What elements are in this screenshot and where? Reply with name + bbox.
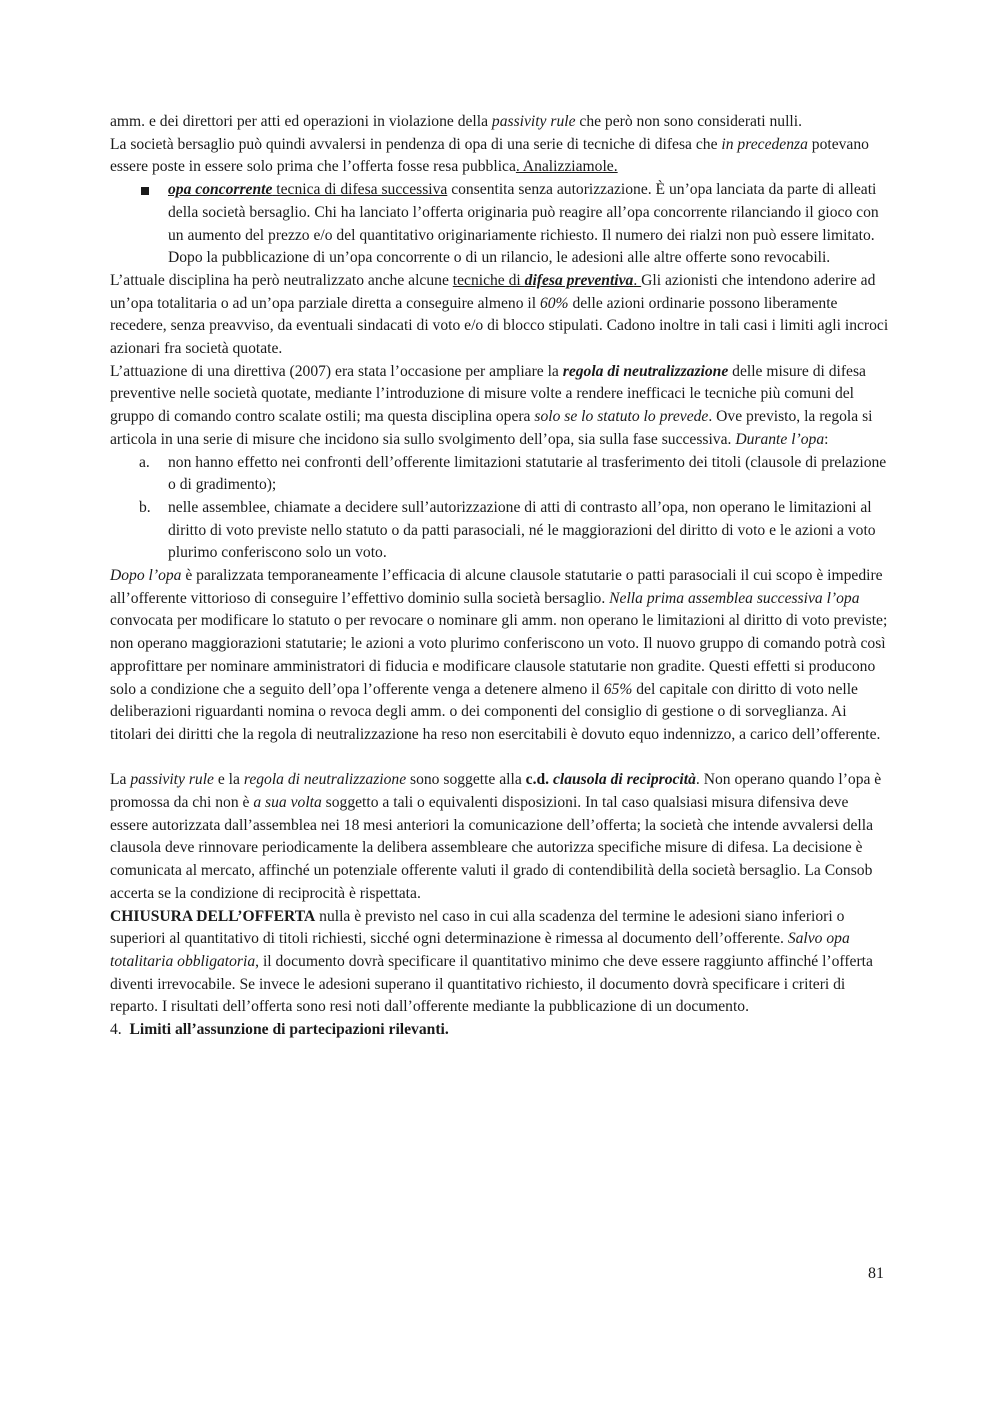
italic-run: Durante l’opa	[735, 430, 825, 448]
text-run: consentita senza autorizzazione. È un’opa lanciata da parte di alleati della società bersaglio. Chi ha lanciato l’offerta originaria può reagire all’opa concorrente rilanciando il gioco con un aumento del prezzo e/o del quantitativo originariamente richiesto. Il numero dei rialzi non può essere limitato. Dopo la pubblicazione di un’opa concorrente o di un rilancio, le adesioni alle altre offerte sono revocabili.	[168, 181, 879, 267]
page-number: 81	[868, 1265, 884, 1282]
underlined-run	[453, 272, 641, 289]
bold-italic-run: difesa preventiva	[524, 271, 634, 289]
paragraph-chiusura-offerta	[110, 906, 890, 1020]
text-run: Gli azionisti che intendono aderire ad un’opa totalitaria o ad un’opa parziale diretta a conseguire almeno il	[110, 271, 876, 312]
italic-run: Dopo l’opa	[110, 567, 182, 585]
list-item-text: non hanno effetto nei confronti dell’offerente limitazioni statutarie al trasferimento dei titoli (clausole di prelazione o di gradimento);	[168, 453, 887, 494]
text-run: del capitale con diritto di voto nelle deliberazioni riguardanti nomina o revoca degli amm. o dei componenti del consiglio di gestione o di sorveglianza. Ai titolari dei diritti che la regola di neutralizzazione ha reso non esercitabili è dovuto equo indennizzo, a carico dell’offerente.	[110, 680, 881, 743]
bold-run: CHIUSURA DELL’OFFERTA	[110, 907, 316, 925]
underlined-run: . Analizziamole.	[515, 158, 618, 176]
text-run: delle azioni ordinarie possono liberamente recedere, senza preavviso, da eventuali sindacati di voto e/o di blocco stipulati. Cadono inoltre in tali casi i limiti agli incroci azionari fra società quotate.	[110, 294, 889, 358]
underlined-run	[168, 181, 447, 198]
text-run: delle misure di difesa preventive nelle società quotate, mediante l’introduzione di misure volte a rendere inefficaci le tecniche più comuni del gruppo di comando contro scalate ostili; ma questa disciplina opera	[110, 362, 866, 426]
list-marker: b.	[139, 498, 151, 516]
text-run: tecnica di difesa successiva	[272, 181, 448, 199]
text-run: potevano essere poste in essere solo prima che l’offerta fosse resa pubblica	[110, 135, 869, 176]
text-run: che però non sono considerati nulli.	[575, 113, 802, 130]
italic-run: solo se lo statuto lo prevede	[534, 408, 709, 426]
paragraph-difese	[110, 134, 890, 179]
text-run: convocata per modificare lo statuto o per revocare o nominare gli amm. non operano le limitazioni al diritto di voto previste; non operano maggiorazioni statutarie; le azioni a voto plurimo conferiscono un voto. Il nuovo gruppo di comando potrà così approfittare per nominare amministratori di fiducia e modificare clausole statutarie non gradite. Questi effetti si producono solo a condizione che a seguito dell’opa l’offerente venga a detenere almeno il	[110, 612, 888, 698]
bullet-item-opa-concorrente	[110, 179, 890, 270]
text-run: L’attuale disciplina ha però neutralizzato anche alcune	[110, 271, 453, 289]
text-run: nulla è previsto nel caso in cui alla scadenza del termine le adesioni siano inferiori o superiori al quantitativo di titoli richiesti, sicché ogni determinazione è rimessa al documento dell’offerente.	[110, 907, 845, 948]
bold-run: c.d.	[525, 771, 553, 789]
text-run: .	[633, 271, 642, 289]
text-run: tecniche di	[452, 271, 525, 289]
bold-italic-run: regola di neutralizzazione	[562, 362, 729, 380]
section-heading	[110, 1019, 890, 1042]
italic-run: 60%	[539, 294, 569, 312]
section-number: 4.	[110, 1021, 122, 1039]
text-run: . Ove previsto, la regola si articola in una serie di misure che incidono sia sullo svolgimento dell’opa, sia sulla fase successiva.	[110, 408, 873, 448]
paragraph-neutralizzazione	[110, 361, 890, 452]
text-run: è paralizzata temporaneamente l’efficacia di alcune clausole statutarie o patti parasociali il cui scopo è impedire all’offerente vittorioso di conseguire l’effettivo dominio sulla società bersaglio.	[110, 567, 883, 607]
text-run: soggetto a tali o equivalenti disposizioni. In tal caso qualsiasi misura difensiva deve essere autorizzata dall’assemblea nei 18 mesi anteriori la comunicazione dell’offerta; la società che intende avvalersi della clausola deve rinnovare periodicamente la delibera assembleare che autorizza specifiche misure di difesa. La decisione è comunicata al mercato, affinché un potenziale offerente valuti il grado di contendibilità della società bersaglio. La Consob accerta se la condizione di reciprocità è rispettata.	[110, 794, 874, 902]
text-run: sono soggette alla	[406, 771, 526, 789]
italic-run: 65%	[603, 680, 633, 698]
section-title: Limiti all’assunzione di partecipazioni rilevanti.	[129, 1021, 449, 1039]
bullet-list	[110, 179, 890, 270]
italic-run: Salvo opa totalitaria obbligatoria	[110, 930, 850, 970]
list-marker: a.	[139, 453, 150, 471]
text-run: L’attuazione di una direttiva (2007) era stata l’occasione per ampliare la	[110, 362, 563, 380]
text-run: La	[110, 771, 131, 789]
italic-run: regola di neutralizzazione	[243, 771, 407, 789]
blank-line	[110, 747, 890, 770]
text-run: amm. e dei direttori per atti ed operazioni in violazione della	[110, 113, 492, 130]
italic-run: passivity rule	[130, 771, 214, 789]
italic-run: a sua volta	[253, 794, 322, 812]
paragraph-difesa-preventiva	[110, 270, 890, 361]
italic-run: Nella prima assemblea successiva l’opa	[609, 589, 860, 607]
text-run: . Non operano quando l’opa è promossa da chi non è	[110, 771, 882, 812]
bold-italic-run: clausola di reciprocità	[552, 771, 696, 789]
list-item	[110, 497, 890, 565]
list-item-text: nelle assemblee, chiamate a decidere sull’autorizzazione di atti di contrasto all’opa, non operano le limitazioni al diritto di voto previste nello statuto o da patti parasociali, né le maggiorazioni del diritto di voto e le azioni a voto plurimo conferiscono solo un voto.	[168, 498, 876, 562]
italic-run: passivity rule	[491, 113, 576, 130]
text-run: , il documento dovrà specificare il quantitativo minimo che deve essere raggiunto affinché l’offerta diventi irrevocabile. Se invece le adesioni superano il quantitativo richiesto, il documento dovrà specificare i criteri di reparto. I risultati dell’offerta sono resi noti dall’offerente mediante la pubblicazione di un documento.	[110, 953, 873, 1016]
text-run: La società bersaglio può quindi avvalersi in pendenza di opa di una serie di tecniche di difesa che	[110, 135, 722, 153]
square-bullet-icon	[141, 187, 149, 195]
paragraph-dopo-opa	[110, 565, 890, 747]
italic-run: in precedenza	[721, 135, 808, 153]
paragraph-passivity-rule	[110, 111, 890, 134]
text-run: e la	[213, 771, 244, 789]
ordered-list	[110, 452, 890, 566]
text-run: :	[824, 430, 829, 448]
document-body	[110, 111, 890, 1042]
list-item	[110, 452, 890, 497]
paragraph-reciprocita	[110, 769, 890, 905]
bold-italic-run: opa concorrente	[168, 181, 273, 199]
